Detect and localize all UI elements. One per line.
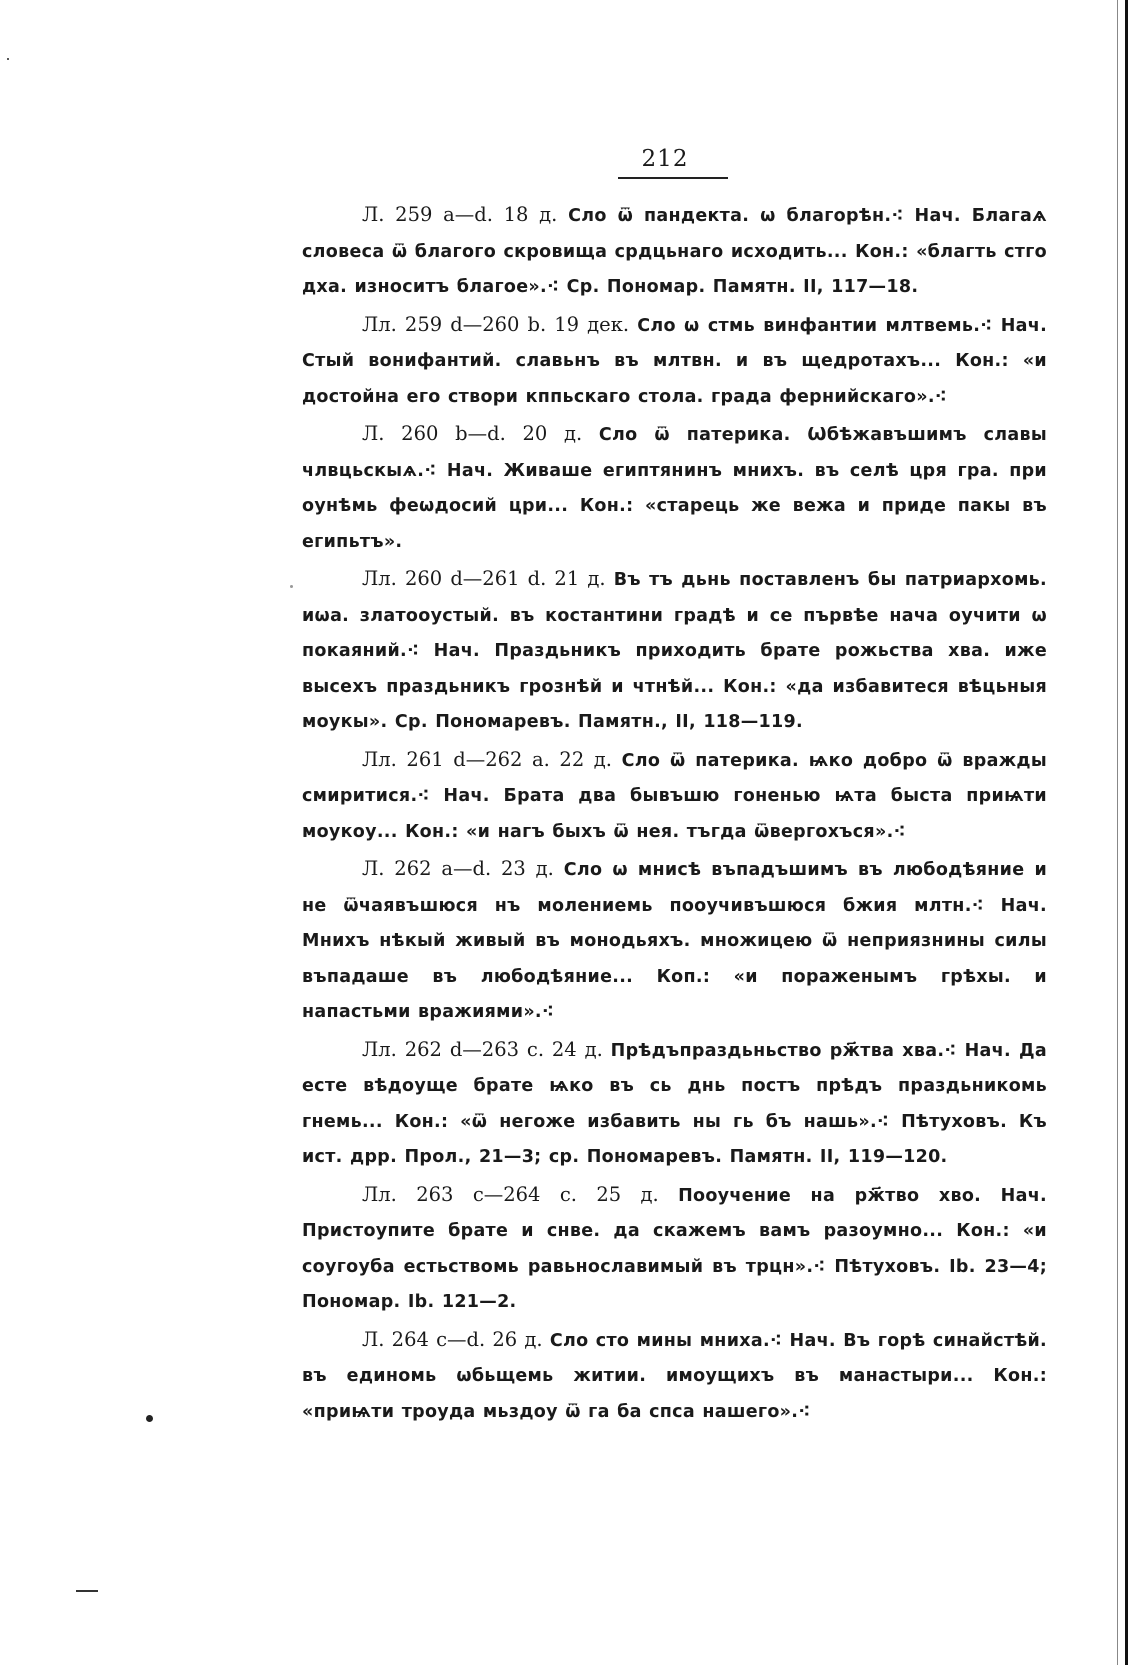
manuscript-entry bbox=[302, 308, 1047, 415]
scan-mark bbox=[76, 1590, 98, 1592]
folio-reference: Лл. 261 d—262 a. 22 д. bbox=[362, 747, 613, 771]
folio-reference: Лл. 259 d—260 b. 19 дек. bbox=[362, 312, 630, 336]
entry-text: Сло ѡ мнисѣ въпадъшимъ въ любодѣяние и не ѿчаявъшюся нъ молениемь пооучивъшюся бжия млтн.⁖ Нач. Мнихъ нѣкый живый въ монодьяхъ. множицею ѿ неприязнины силы въпадаше въ любодѣяние... Коп.: «и пораженымъ грѣхы. и напастьми вражиями».⁖ bbox=[302, 860, 1048, 1022]
scan-speck bbox=[146, 1415, 153, 1422]
manuscript-entry bbox=[302, 1033, 1047, 1175]
manuscript-entry bbox=[302, 417, 1047, 559]
folio-reference: Л. 264 c—d. 26 д. bbox=[362, 1327, 543, 1351]
manuscript-entry bbox=[302, 1178, 1047, 1320]
entry-text: Прѣдъпраздьньство рж҃тва хва.⁖ Нач. Да есте вѣдоуще брате ѩко въ сь днь постъ прѣдъ праздьникомь гнемь... Кон.: «ѿ негоже избавить ны гь бъ нашь».⁖ Пѣтуховъ. Къ ист. дрр. Прол., 21—3; ср. Пономаревъ. Памятн. II, 119—120. bbox=[302, 1040, 1047, 1167]
binding-shadow bbox=[1117, 0, 1118, 1665]
entry-text: Сло ѿ патерика. Ѡбѣжавъшимъ славы члвцьскыѧ.⁖ Нач. Живаше египтянинъ мнихъ. въ селѣ цря гра. при оунѣмь феѡдосий цри... Кон.: «старець же вежа и приде пакы въ египьтъ». bbox=[302, 425, 1047, 552]
page-number: 212 bbox=[641, 146, 689, 172]
manuscript-entry bbox=[302, 198, 1047, 305]
header-rule bbox=[618, 177, 728, 179]
manuscript-entry bbox=[302, 562, 1047, 740]
entry-text: Сло ѡ стмь винфантии млтвемь.⁖ Нач. Стый вонифантий. славьнъ въ млтвн. и въ щедротахъ... Кон.: «и достойна его створи кппьскаго стола. града фернийскаго».⁖ bbox=[302, 315, 1048, 407]
folio-reference: Лл. 263 c—264 c. 25 д. bbox=[362, 1182, 659, 1206]
entry-text: Сло сто мины мниха.⁖ Нач. Въ горѣ синайстѣй. въ единомь ѡбьщемь житии. имоущихъ въ манастыри... Кон.: «приѩти троуда мьздоу ѿ га ба спса нашего».⁖ bbox=[302, 1330, 1048, 1422]
manuscript-entry bbox=[302, 743, 1047, 850]
entry-text: Сло ѿ патерика. ѩко добро ѿ вражды смиритися.⁖ Нач. Брата два бывъшю гоненью ѩта быста приѩти моукоу... Кон.: «и нагъ быхъ ѿ нея. тъгда ѿвергохъся».⁖ bbox=[302, 750, 1047, 842]
manuscript-entry bbox=[302, 1323, 1047, 1430]
folio-reference: Л. 260 b—d. 20 д. bbox=[362, 422, 583, 445]
manuscript-entry bbox=[302, 852, 1047, 1030]
folio-reference: Лл. 262 d—263 c. 24 д. bbox=[362, 1037, 603, 1061]
scan-speck bbox=[290, 585, 293, 588]
entry-text: Сло ѿ пандекта. ѡ благорѣн.⁖ Нач. Благаѧ словеса ѿ благого скровища срдцьнаго исходить... Кон.: «благть стго дха. износитъ благое».⁖ Ср. Пономар. Памятн. II, 117—18. bbox=[302, 206, 1048, 297]
scan-speck bbox=[7, 58, 9, 60]
folio-reference: Л. 262 a—d. 23 д. bbox=[362, 857, 554, 880]
entry-text: Въ тъ дьнь поставленъ бы патриархомь. иѡа. златооустый. въ костантини градѣ и се първѣе нача оучити ѡ покаяний.⁖ Нач. Праздьникъ приходить брате рожьства хва. иже высехъ праздьникъ грознѣй и чтнѣй... Кон.: «да избавитеся вѣцьныя моукы». Ср. Пономаревъ. Памятн., II, 118—119. bbox=[302, 570, 1047, 732]
page-body bbox=[302, 198, 1047, 1432]
folio-reference: Л. 259 a—d. 18 д. bbox=[362, 203, 558, 226]
folio-reference: Лл. 260 d—261 d. 21 д. bbox=[362, 567, 606, 590]
entry-text: Пооучение на рж҃тво хво. Нач. Пристоупите брате и снве. да скажемъ вамъ разоумно... Кон.: «и соугоуба естьствомь равьнославимый въ трцн».⁖ Пѣтуховъ. Ib. 23—4; Пономар. Ib. 121—2. bbox=[302, 1185, 1047, 1312]
binding-edge bbox=[1125, 0, 1128, 1665]
